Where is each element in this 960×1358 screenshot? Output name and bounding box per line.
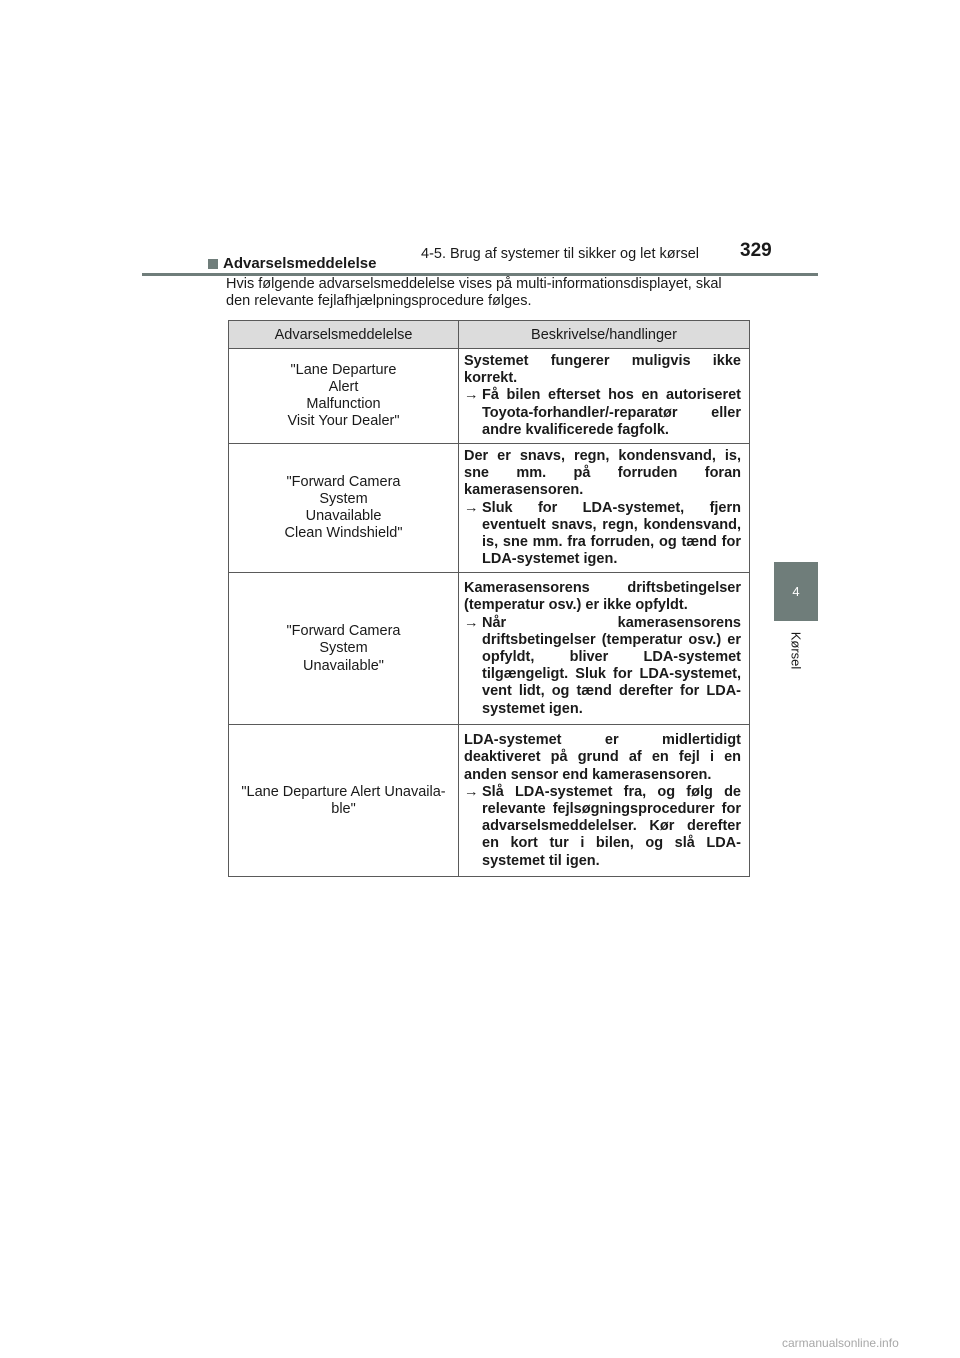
description-cell <box>459 725 750 877</box>
action-item <box>464 615 741 718</box>
table-row <box>229 349 750 444</box>
arrow-right-icon: → <box>464 387 479 404</box>
message-line: Malfunction <box>306 396 381 412</box>
arrow-right-icon: → <box>464 783 479 800</box>
description-text: Der er snavs, regn, kondensvand, is, sne mm. på forruden foran kamerasensoren. <box>464 448 741 499</box>
watermark: carmanualsonline.info <box>782 1336 899 1350</box>
message-line: Unavailable <box>305 508 382 525</box>
action-text: Sluk for LDA-systemet, fjern eventuelt snavs, regn, kondensvand, is, sne mm. fra forruden, og tænd for LDA-systemet igen. <box>482 499 741 568</box>
message-line: System <box>319 491 368 508</box>
action-item <box>464 387 741 439</box>
message-line: "Lane Departure <box>290 361 397 378</box>
action-text: Slå LDA-systemet fra, og følg de relevante fejlsøgningsprocedurer for advarselsmeddelelser. Kør derefter en kort tur i bilen, og slå LDA-systemet til igen. <box>482 783 741 869</box>
arrow-right-icon: → <box>464 499 479 516</box>
message-cell <box>229 725 459 877</box>
chapter-tab <box>774 562 818 621</box>
section-heading <box>208 255 376 272</box>
table-header-row <box>229 321 750 349</box>
action-item <box>464 500 741 569</box>
description-text: LDA-systemet er midlertidigt deaktiveret på grund af en fejl i en anden sensor end kamerasensoren. <box>464 732 741 783</box>
column-header-description: Beskrivelse/handlinger <box>459 321 750 349</box>
message-line: Alert <box>328 378 359 395</box>
page-number: 329 <box>740 240 772 261</box>
message-line: ble" <box>331 800 356 817</box>
table-row <box>229 725 750 877</box>
message-line: System <box>319 640 368 657</box>
message-line: "Forward Camera <box>286 473 401 490</box>
message-line: Clean Windshield" <box>284 525 403 542</box>
action-text: Få bilen efterset hos en autoriseret Toyota-forhandler/-reparatør eller andre kvalificerede fagfolk. <box>482 387 741 438</box>
action-item <box>464 784 741 870</box>
column-header-message: Advarselsmeddelelse <box>229 321 459 349</box>
message-line: "Lane Departure Alert Unavaila- <box>241 783 446 800</box>
section-title: Advarselsmeddelelse <box>223 255 377 272</box>
description-text: Kamerasensorens driftsbetingelser (temperatur osv.) er ikke opfyldt. <box>464 580 741 614</box>
chapter-number: 4 <box>792 584 800 599</box>
square-bullet-icon <box>208 259 218 269</box>
chapter-label: Kørsel <box>788 631 804 669</box>
message-cell <box>229 444 459 573</box>
warning-message-table <box>228 320 750 877</box>
header-section-title: 4-5. Brug af systemer til sikker og let kørsel <box>421 246 699 262</box>
message-line: Unavailable" <box>303 657 384 674</box>
message-line: Visit Your Dealer" <box>287 413 400 430</box>
section-intro: Hvis følgende advarselsmeddelelse vises på multi-informationsdisplayet, skal den relevante fejlafhjælpningsprocedure følges. <box>226 276 722 309</box>
action-text: Når kamerasensorens driftsbetingelser (temperatur osv.) er opfyldt, bliver LDA-systemet tilgængeligt. Sluk for LDA-systemet, vent lidt, og tænd derefter for LDA-systemet igen. <box>482 614 741 717</box>
description-cell <box>459 573 750 725</box>
arrow-right-icon: → <box>464 614 479 631</box>
table-row <box>229 444 750 573</box>
description-cell <box>459 349 750 444</box>
table-row <box>229 573 750 725</box>
message-cell <box>229 349 459 444</box>
description-cell <box>459 444 750 573</box>
message-cell <box>229 573 459 725</box>
chapter-label-box <box>782 628 810 672</box>
description-text: Systemet fungerer muligvis ikke korrekt. <box>464 353 741 387</box>
message-line: "Forward Camera <box>286 623 401 640</box>
